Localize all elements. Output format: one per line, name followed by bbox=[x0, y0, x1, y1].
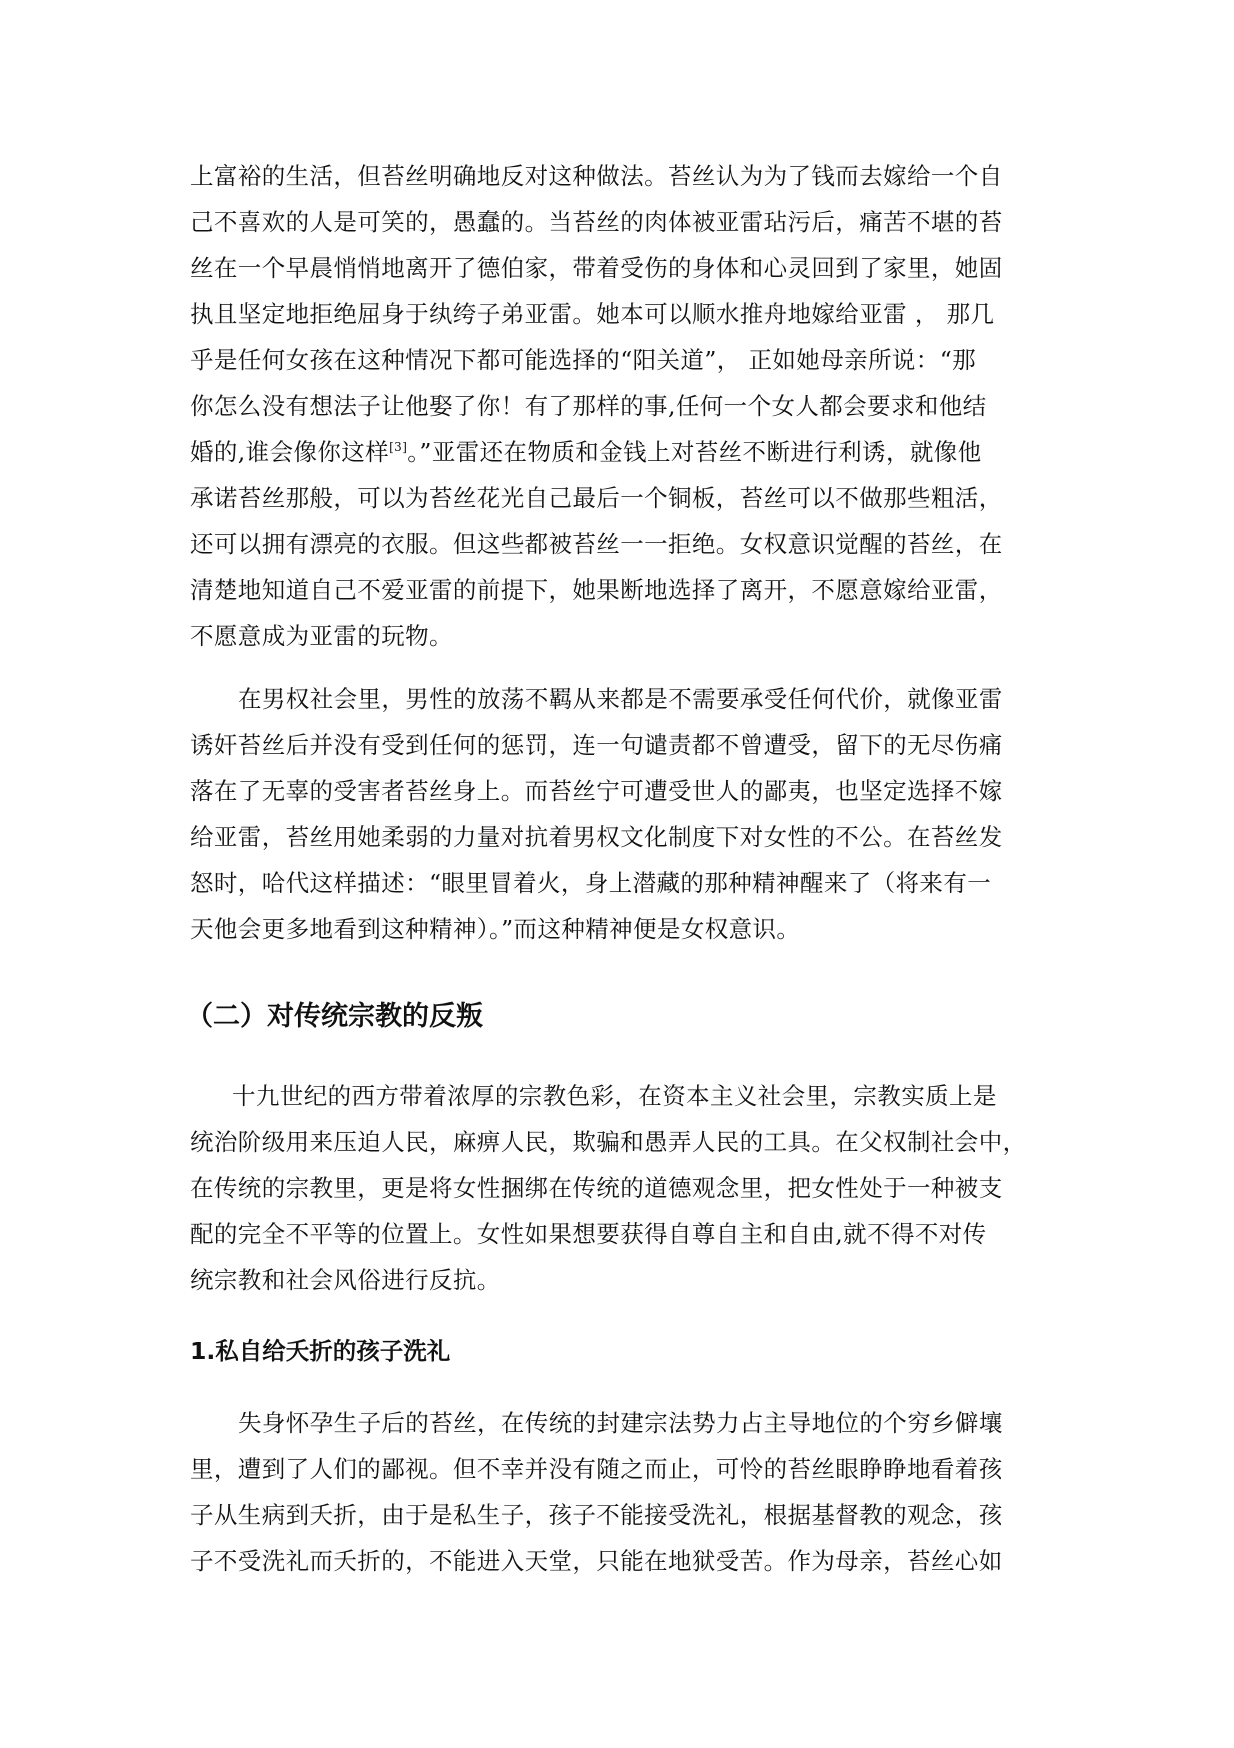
text-line: 配的完全不平等的位置上。女性如果想要获得自尊自主和自由,就不得不对传 bbox=[190, 1220, 987, 1248]
text-line: 诱奸苔丝后并没有受到任何的惩罚，连一句谴责都不曾遭受，留下的无尽伤痛 bbox=[190, 731, 1003, 759]
text-line: 子从生病到夭折，由于是私生子，孩子不能接受洗礼，根据基督教的观念，孩 bbox=[190, 1501, 1003, 1529]
text-line: 怒时，哈代这样描述：“眼里冒着火，身上潜藏的那种精神醒来了（将来有一 bbox=[190, 869, 992, 897]
subsection-heading: 1.私自给夭折的孩子洗礼 bbox=[190, 1337, 451, 1365]
text-segment: 。”亚雷还在物质和金钱上对苔丝不断进行利诱，就像他 bbox=[407, 438, 982, 466]
text-line: 统宗教和社会风俗进行反抗。 bbox=[190, 1266, 501, 1294]
text-line: 不愿意成为亚雷的玩物。 bbox=[190, 622, 453, 650]
text-segment: 婚的,谁会像你这样 bbox=[190, 438, 390, 466]
text-line: 己不喜欢的人是可笑的，愚蠢的。当苔丝的肉体被亚雷玷污后，痛苦不堪的苔 bbox=[190, 208, 1003, 236]
text-line: 十九世纪的西方带着浓厚的宗教色彩，在资本主义社会里，宗教实质上是 bbox=[232, 1082, 997, 1110]
text-line: 丝在一个早晨悄悄地离开了德伯家，带着受伤的身体和心灵回到了家里，她固 bbox=[190, 254, 1003, 282]
text-line: 承诺苔丝那般，可以为苔丝花光自己最后一个铜板，苔丝可以不做那些粗活， bbox=[190, 484, 1003, 512]
text-line: 乎是任何女孩在这种情况下都可能选择的“阳关道”， 正如她母亲所说：“那 bbox=[190, 346, 977, 374]
text-line: 给亚雷，苔丝用她柔弱的力量对抗着男权文化制度下对女性的不公。在苔丝发 bbox=[190, 823, 1003, 851]
text-line: 你怎么没有想法子让他娶了你！有了那样的事,任何一个女人都会要求和他结 bbox=[190, 392, 987, 420]
text-line: 执且坚定地拒绝屈身于纨绔子弟亚雷。她本可以顺水推舟地嫁给亚雷 ， 那几 bbox=[190, 300, 995, 328]
text-line: 天他会更多地看到这种精神）。”而这种精神便是女权意识。 bbox=[190, 915, 801, 943]
text-line: 子不受洗礼而夭折的，不能进入天堂，只能在地狱受苦。作为母亲，苔丝心如 bbox=[190, 1547, 1003, 1575]
text-line: 里，遭到了人们的鄙视。但不幸并没有随之而止，可怜的苔丝眼睁睁地看着孩 bbox=[190, 1455, 1003, 1483]
citation-reference: [3] bbox=[389, 440, 408, 454]
text-line: 失身怀孕生子后的苔丝，在传统的封建宗法势力占主导地位的个穷乡僻壤 bbox=[238, 1409, 1003, 1437]
text-line-with-citation bbox=[190, 437, 982, 467]
text-line: 清楚地知道自己不爱亚雷的前提下，她果断地选择了离开，不愿意嫁给亚雷， bbox=[190, 576, 1003, 604]
text-line: 落在了无辜的受害者苔丝身上。而苔丝宁可遭受世人的鄙夷，也坚定选择不嫁 bbox=[190, 777, 1003, 805]
text-line: 统治阶级用来压迫人民，麻痹人民，欺骗和愚弄人民的工具。在父权制社会中， bbox=[190, 1128, 1027, 1156]
text-line: 在传统的宗教里，更是将女性捆绑在传统的道德观念里，把女性处于一种被支 bbox=[190, 1174, 1003, 1202]
section-heading: （二）对传统宗教的反叛 bbox=[186, 1001, 483, 1032]
text-line: 还可以拥有漂亮的衣服。但这些都被苔丝一一拒绝。女权意识觉醒的苔丝，在 bbox=[190, 530, 1003, 558]
text-line: 在男权社会里，男性的放荡不羁从来都是不需要承受任何代价，就像亚雷 bbox=[238, 685, 1003, 713]
text-line: 上富裕的生活，但苔丝明确地反对这种做法。苔丝认为为了钱而去嫁给一个自 bbox=[190, 162, 1003, 190]
